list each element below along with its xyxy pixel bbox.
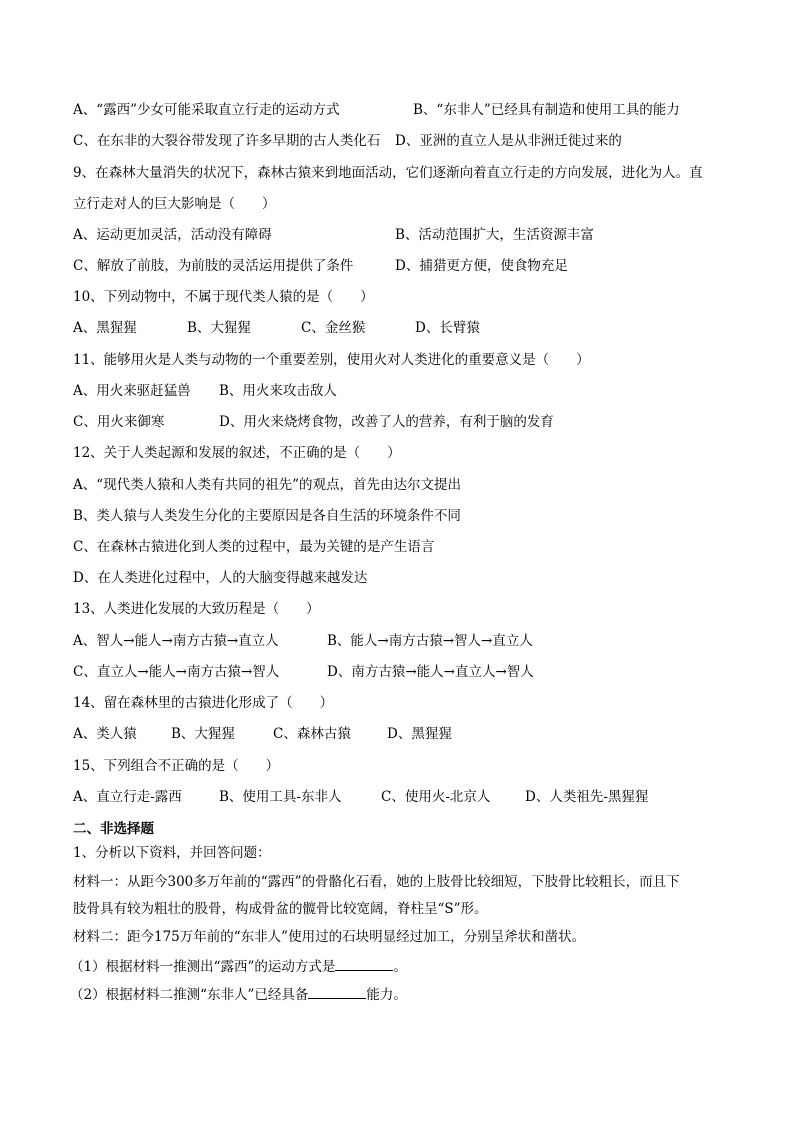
q8-option-c: C、在东非的大裂谷带发现了许多早期的古人类化石: [73, 133, 381, 149]
q10-option-c: C、金丝猴: [301, 320, 366, 336]
q12-option-b: B、类人猿与人类发生分化的主要原因是各自生活的环境条件不同: [73, 508, 461, 524]
q13-option-d: D、南方古猿→能人→直立人→智人: [327, 664, 534, 680]
q14-option-b: B、大猩猩: [171, 726, 235, 742]
q12-option-a: A、“现代类人猿和人类有共同的祖先”的观点，首先由达尔文提出: [73, 477, 462, 493]
q9-stem-line1: 9、在森林大量消失的状况下，森林古猿来到地面活动，它们逐渐向着直立行走的方向发展，进化为人。直: [73, 165, 703, 181]
q15-stem: 15、下列组合不正确的是（ ）: [73, 758, 280, 774]
sub-question-2: [70, 985, 407, 1003]
sub-question-1-end: 。: [393, 959, 407, 975]
q12-option-c: C、在森林古猿进化到人类的过程中，最为关键的是产生语言: [73, 539, 435, 555]
material-2: 材料二：距今175万年前的“东非人”使用过的石块明显经过加工，分别呈斧状和凿状。: [73, 929, 586, 945]
q9-stem-line2: 立行走对人的巨大影响是（ ）: [73, 196, 276, 212]
q9-option-c: C、解放了前肢，为前肢的灵活运用提供了条件: [73, 258, 354, 274]
answer-blank-1[interactable]: [335, 957, 393, 971]
q12-option-d: D、在人类进化过程中，人的大脑变得越来越发达: [73, 570, 368, 586]
q12-stem: 12、关于人类起源和发展的叙述，不正确的是（ ）: [73, 445, 401, 461]
q13-option-a: A、智人→能人→南方古猿→直立人: [73, 633, 279, 649]
q14-option-c: C、森林古猿: [273, 726, 351, 742]
q13-option-b: B、能人→南方古猿→智人→直立人: [327, 633, 533, 649]
q9-option-a: A、运动更加灵活，活动没有障碍: [73, 227, 272, 243]
sub-question-2-text: （2）根据材料二推测“东非人”已经具备: [70, 987, 309, 1003]
sub-question-1-text: （1）根据材料一推测出“露西”的运动方式是: [70, 959, 336, 975]
q10-option-a: A、黑猩猩: [73, 320, 137, 336]
material-1-line1: 材料一：从距今300多万年前的“露西”的骨骼化石看，她的上肢骨比较细短，下肢骨比较粗长，而且下: [73, 874, 680, 890]
sub-question-2-end: 能力。: [366, 987, 407, 1003]
q10-stem: 10、下列动物中，不属于现代类人猿的是（ ）: [73, 289, 374, 305]
q11-option-c: C、用火来御寒: [73, 414, 165, 430]
q9-option-b: B、活动范围扩大，生活资源丰富: [395, 227, 594, 243]
q15-option-c: C、使用火-北京人: [381, 789, 491, 805]
q13-stem: 13、人类进化发展的大致历程是（ ）: [73, 601, 320, 617]
q8-option-a: A、“露西”少女可能采取直立行走的运动方式: [73, 102, 340, 118]
q15-option-b: B、使用工具-东非人: [219, 789, 342, 805]
q15-option-a: A、直立行走-露西: [73, 789, 182, 805]
q15-option-d: D、人类祖先-黑猩猩: [525, 789, 649, 805]
q11-stem: 11、能够用火是人类与动物的一个重要差别，使用火对人类进化的重要意义是（ ）: [73, 352, 590, 368]
sub-question-1: [70, 957, 407, 975]
q14-option-d: D、黑猩猩: [387, 726, 452, 742]
q10-option-d: D、长臂猿: [415, 320, 480, 336]
q8-option-b: B、“东非人”已经具有制造和使用工具的能力: [413, 102, 680, 118]
q9-option-d: D、捕猎更方便，使食物充足: [395, 258, 568, 274]
q8-option-d: D、亚洲的直立人是从非洲迁徙过来的: [395, 133, 622, 149]
q13-option-c: C、直立人→能人→南方古猿→智人: [73, 664, 280, 680]
q14-option-a: A、类人猿: [73, 726, 137, 742]
section-2-title: 二、非选择题: [73, 821, 154, 837]
q11-option-b: B、用火来攻击敌人: [219, 383, 337, 399]
q11-option-a: A、用火来驱赶猛兽: [73, 383, 191, 399]
q14-stem: 14、留在森林里的古猿进化形成了（ ）: [73, 695, 334, 711]
section-2-intro: 1、分析以下资料，并回答问题：: [73, 845, 271, 861]
q10-option-b: B、大猩猩: [187, 320, 251, 336]
material-1-line2: 肢骨具有较为粗壮的股骨，构成骨盆的髋骨比较宽阔，脊柱呈“S”形。: [73, 901, 488, 917]
answer-blank-2[interactable]: [308, 985, 366, 999]
q11-option-d: D、用火来烧烤食物，改善了人的营养，有利于脑的发育: [219, 414, 554, 430]
